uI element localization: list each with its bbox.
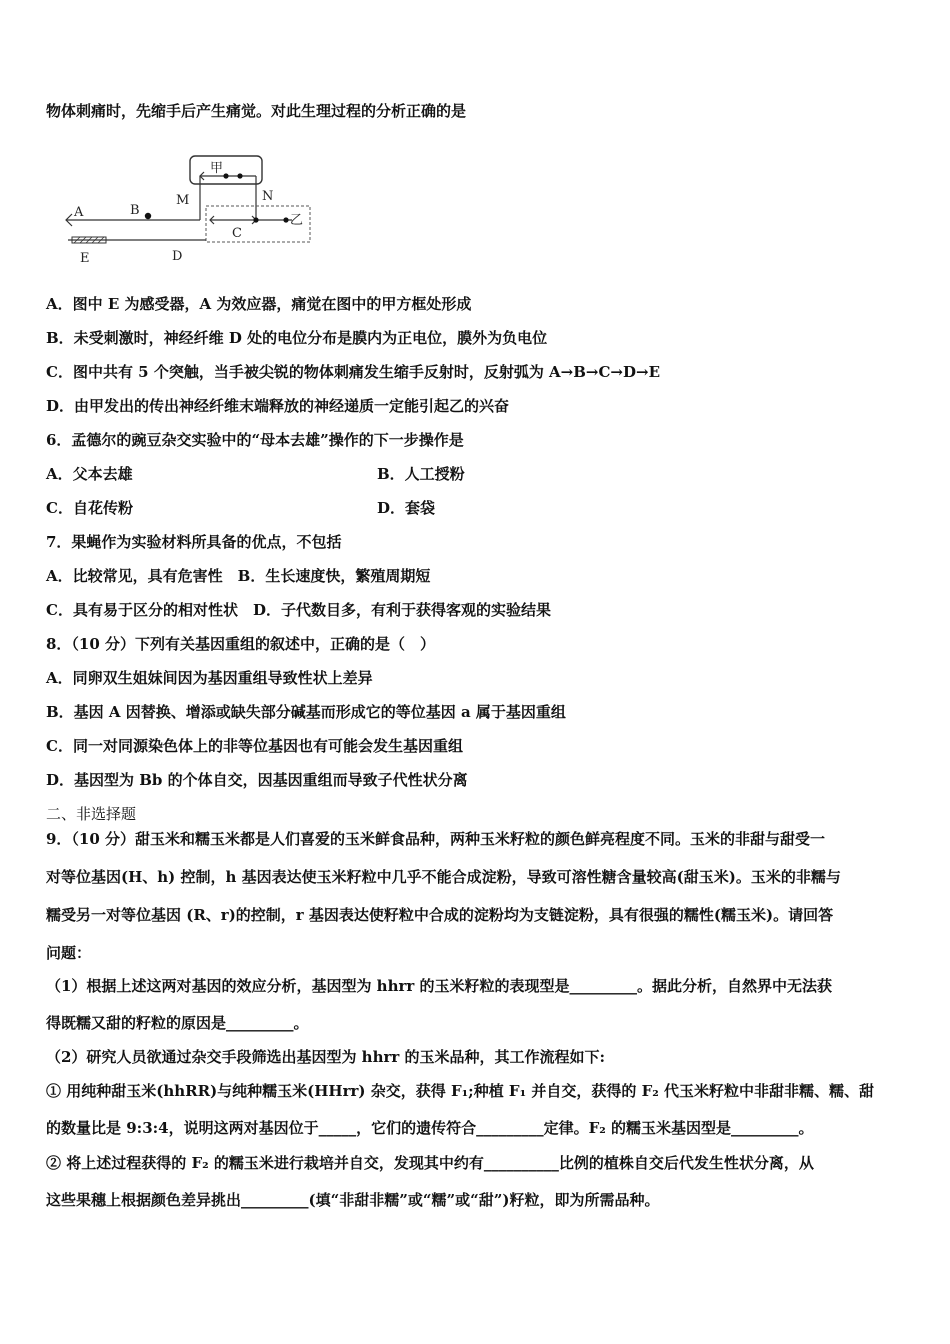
q5-option-b: B．未受刺激时，神经纤维 D 处的电位分布是膜内为正电位，膜外为负电位 — [46, 329, 548, 347]
q6-option-a: A．父本去雄 — [46, 465, 133, 483]
q9-line: 得既糯又甜的籽粒的原因是_________。 — [46, 1014, 309, 1032]
q9-line: ① 用纯种甜玉米(hhRR)与纯种糯玉米(HHrr) 杂交，获得 F₁;种植 F₁ 并自交，获得的 F₂ 代玉米籽粒中非甜非糯、糯、甜 — [46, 1082, 875, 1100]
q6-option-b: B．人工授粉 — [377, 465, 465, 483]
label-d: D — [172, 249, 183, 264]
q9-line: （2）研究人员欲通过杂交手段筛选出基因型为 hhrr 的玉米品种，其工作流程如下: — [46, 1048, 606, 1066]
q9-line: 对等位基因(H、h) 控制，h 基因表达使玉米籽粒中几乎不能合成淀粉，导致可溶性糖含量较高(甜玉米)。玉米的非糯与 — [46, 868, 841, 886]
q9-line: 问题： — [46, 944, 92, 962]
q9-line: （1）根据上述这两对基因的效应分析，基因型为 hhrr 的玉米籽粒的表现型是_________。据此分析，自然界中无法获 — [46, 977, 833, 995]
q6-stem: 6．孟德尔的豌豆杂交实验中的“母本去雄”操作的下一步操作是 — [46, 431, 464, 449]
q7-options-row1: A．比较常见，具有危害性 B．生长速度快，繁殖周期短 — [46, 567, 431, 585]
q9-line: 这些果穗上根据颜色差异挑出_________(填“非甜非糯”或“糯”或“甜”)籽粒，即为所需品种。 — [46, 1191, 660, 1209]
jia-box — [190, 156, 262, 184]
q8-option-d: D．基因型为 Bb 的个体自交，因基因重组而导致子代性状分离 — [46, 771, 468, 789]
label-n: N — [262, 189, 274, 204]
q7-options-row2: C．具有易于区分的相对性状 D．子代数目多，有利于获得客观的实验结果 — [46, 601, 551, 619]
q6-option-c: C．自花传粉 — [46, 499, 133, 517]
q5-option-d: D．由甲发出的传出神经纤维末端释放的神经递质一定能引起乙的兴奋 — [46, 397, 510, 415]
label-c: C — [232, 226, 242, 241]
label-b: B — [130, 203, 140, 218]
label-a: A — [74, 205, 84, 220]
q8-option-a: A．同卵双生姐妹间因为基因重组导致性状上差异 — [46, 669, 373, 687]
section-title: 二、非选择题 — [46, 805, 137, 823]
q9-line: ② 将上述过程获得的 F₂ 的糯玉米进行栽培并自交，发现其中约有__________比例的植株自交后代发生性状分离，从 — [46, 1154, 814, 1172]
q7-stem: 7．果蝇作为实验材料所具备的优点，不包括 — [46, 533, 342, 551]
q6-option-d: D．套袋 — [377, 499, 436, 517]
q8-stem: 8．（10 分）下列有关基因重组的叙述中，正确的是（ ） — [46, 635, 436, 653]
reflex-arc-diagram — [60, 150, 320, 268]
q5-option-a: A．图中 E 为感受器，A 为效应器，痛觉在图中的甲方框处形成 — [46, 295, 472, 313]
q8-option-b: B．基因 A 因替换、增添或缺失部分碱基而形成它的等位基因 a 属于基因重组 — [46, 703, 566, 721]
label-yi: 乙 — [290, 213, 304, 228]
q5-stem-tail: 物体刺痛时，先缩手后产生痛觉。对此生理过程的分析正确的是 — [46, 102, 467, 120]
q9-line: 9．（10 分）甜玉米和糯玉米都是人们喜爱的玉米鲜食品种，两种玉米籽粒的颜色鲜亮程度不同。玉米的非甜与甜受一 — [46, 830, 826, 848]
q9-line: 糯受另一对等位基因 (R、r)的控制，r 基因表达使籽粒中合成的淀粉均为支链淀粉，具有很强的糯性(糯玉米)。请回答 — [46, 906, 834, 924]
q9-line: 的数量比是 9:3:4，说明这两对基因位于_____，它们的遗传符合_________定律。F₂ 的糯玉米基因型是_________。 — [46, 1119, 814, 1137]
label-m: M — [176, 193, 190, 208]
label-e: E — [80, 251, 90, 266]
q5-option-c: C．图中共有 5 个突触，当手被尖锐的物体刺痛发生缩手反射时，反射弧为 A→B→C→D→E — [46, 363, 661, 381]
q8-option-c: C．同一对同源染色体上的非等位基因也有可能会发生基因重组 — [46, 737, 463, 755]
label-jia: 甲 — [210, 161, 224, 176]
